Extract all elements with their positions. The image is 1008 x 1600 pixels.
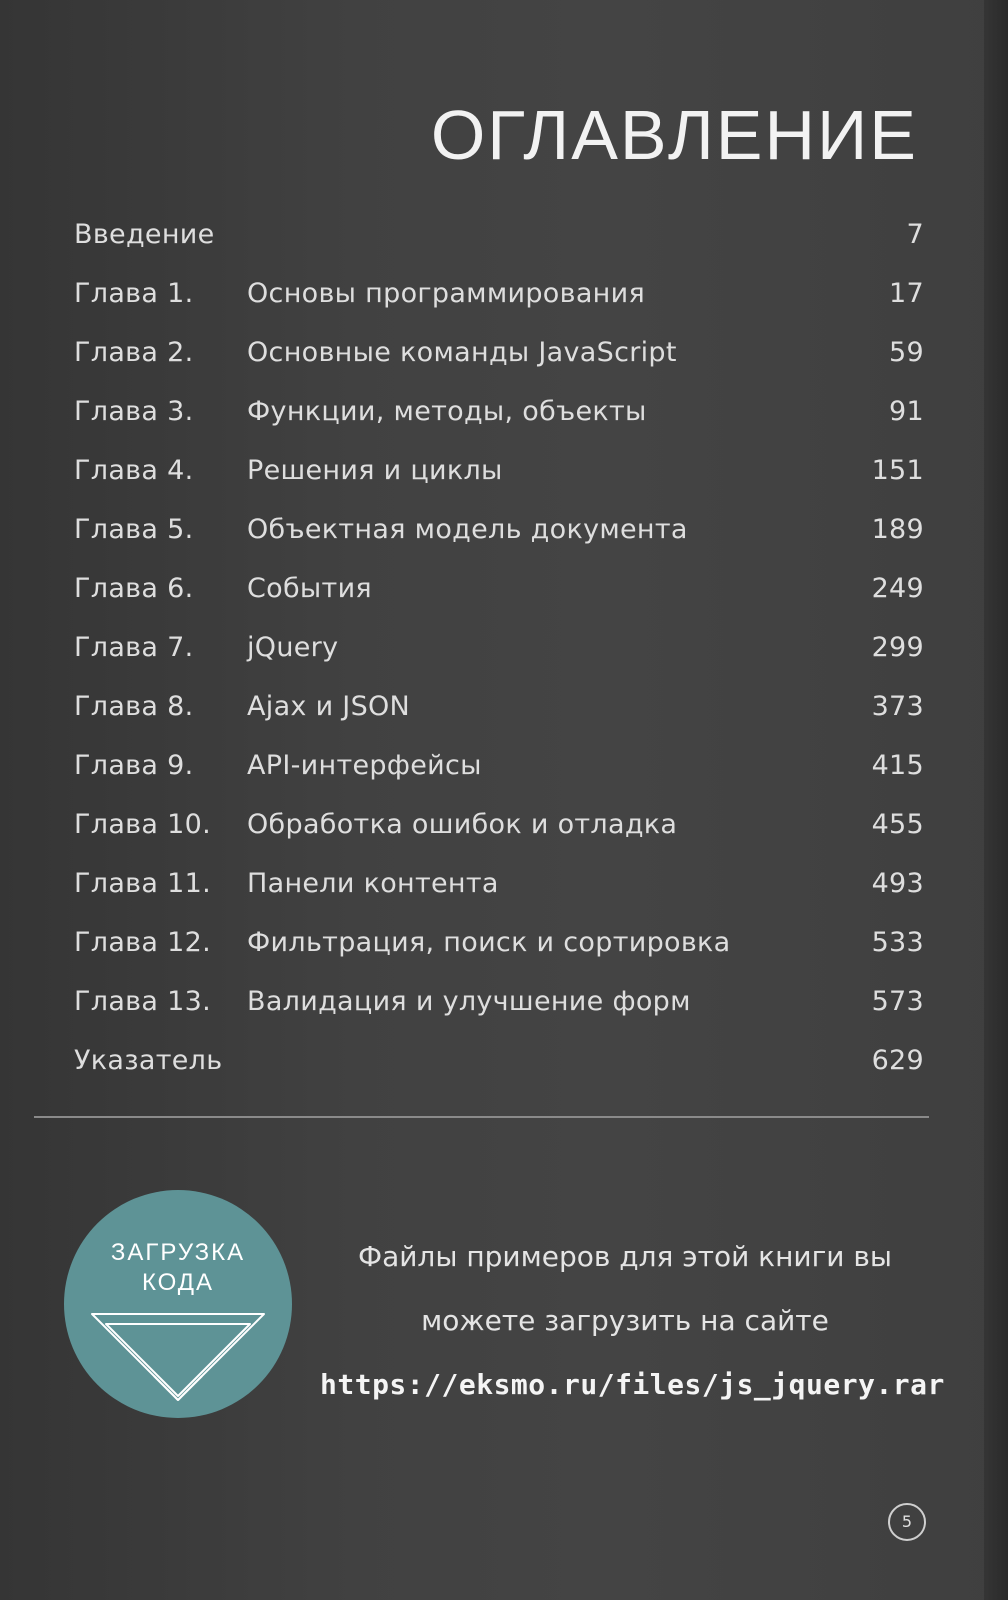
toc-label: Глава 13.	[74, 986, 211, 1017]
toc-chapter-title: Основы программирования	[247, 278, 646, 309]
toc-page-number: 91	[889, 396, 924, 427]
toc-chapter-title: jQuery	[247, 632, 339, 663]
toc-page-number: 573	[871, 986, 924, 1017]
toc-page-number: 151	[871, 455, 924, 486]
toc-label: Глава 6.	[74, 573, 194, 604]
toc-label: Глава 9.	[74, 750, 194, 781]
toc-page-number: 299	[871, 632, 924, 663]
toc-row	[74, 1031, 924, 1090]
toc-page-number: 533	[871, 927, 924, 958]
toc-row	[74, 972, 924, 1031]
toc-row	[74, 854, 924, 913]
toc-chapter-title: Панели контента	[247, 868, 499, 899]
toc-row	[74, 618, 924, 677]
toc-label: Глава 1.	[74, 278, 194, 309]
toc-chapter-title: API-интерфейсы	[247, 750, 482, 781]
toc-page-number: 493	[871, 868, 924, 899]
toc-label: Глава 5.	[74, 514, 194, 545]
toc-row	[74, 205, 924, 264]
toc-chapter-title: Объектная модель документа	[247, 514, 688, 545]
toc-label: Введение	[74, 219, 215, 250]
toc-page-number: 7	[906, 219, 924, 250]
code-download-badge	[64, 1190, 292, 1418]
toc-page-number: 249	[871, 573, 924, 604]
toc-chapter-title: Валидация и улучшение форм	[247, 986, 691, 1017]
toc-chapter-title: Основные команды JavaScript	[247, 337, 677, 368]
toc-chapter-title: Обработка ошибок и отладка	[247, 809, 678, 840]
toc-row	[74, 736, 924, 795]
toc-label: Глава 8.	[74, 691, 194, 722]
page-title: ОГЛАВЛЕНИЕ	[430, 96, 918, 174]
toc-chapter-title: Фильтрация, поиск и сортировка	[247, 927, 731, 958]
toc-page-number: 17	[889, 278, 924, 309]
toc-row	[74, 500, 924, 559]
download-text-line-2: можете загрузить на сайте	[421, 1304, 829, 1337]
toc-page-number: 455	[871, 809, 924, 840]
toc-chapter-title: Решения и циклы	[247, 455, 503, 486]
toc-row	[74, 677, 924, 736]
page-number-badge: 5	[888, 1503, 926, 1541]
toc-page-number: 629	[871, 1045, 924, 1076]
toc-row	[74, 441, 924, 500]
download-triangle-icon	[88, 1308, 268, 1404]
download-text-line-1: Файлы примеров для этой книги вы	[357, 1240, 893, 1273]
toc-label: Глава 7.	[74, 632, 194, 663]
toc-label: Глава 4.	[74, 455, 194, 486]
divider	[34, 1116, 929, 1118]
download-info	[320, 1225, 945, 1417]
toc-chapter-title: Ajax и JSON	[247, 691, 411, 722]
toc-row	[74, 795, 924, 854]
toc-label: Глава 11.	[74, 868, 211, 899]
page-edge	[984, 0, 1008, 1600]
toc-label: Глава 10.	[74, 809, 211, 840]
toc-row	[74, 913, 924, 972]
toc-page-number: 59	[889, 337, 924, 368]
toc-page-number: 189	[871, 514, 924, 545]
toc-chapter-title: Функции, методы, объекты	[247, 396, 647, 427]
badge-line-2: КОДА	[141, 1269, 215, 1296]
toc-label: Указатель	[74, 1045, 223, 1076]
toc-label: Глава 2.	[74, 337, 194, 368]
badge-label	[64, 1238, 292, 1298]
badge-line-1: ЗАГРУЗКА	[110, 1239, 246, 1266]
toc-label: Глава 12.	[74, 927, 211, 958]
toc-label: Глава 3.	[74, 396, 194, 427]
toc-row	[74, 264, 924, 323]
download-url: https://eksmo.ru/files/js_jquery.rar	[320, 1368, 945, 1401]
toc-row	[74, 382, 924, 441]
toc-page-number: 373	[871, 691, 924, 722]
toc-row	[74, 559, 924, 618]
toc-chapter-title: События	[247, 573, 372, 604]
toc-page-number: 415	[871, 750, 924, 781]
toc-row	[74, 323, 924, 382]
table-of-contents	[74, 205, 924, 1090]
